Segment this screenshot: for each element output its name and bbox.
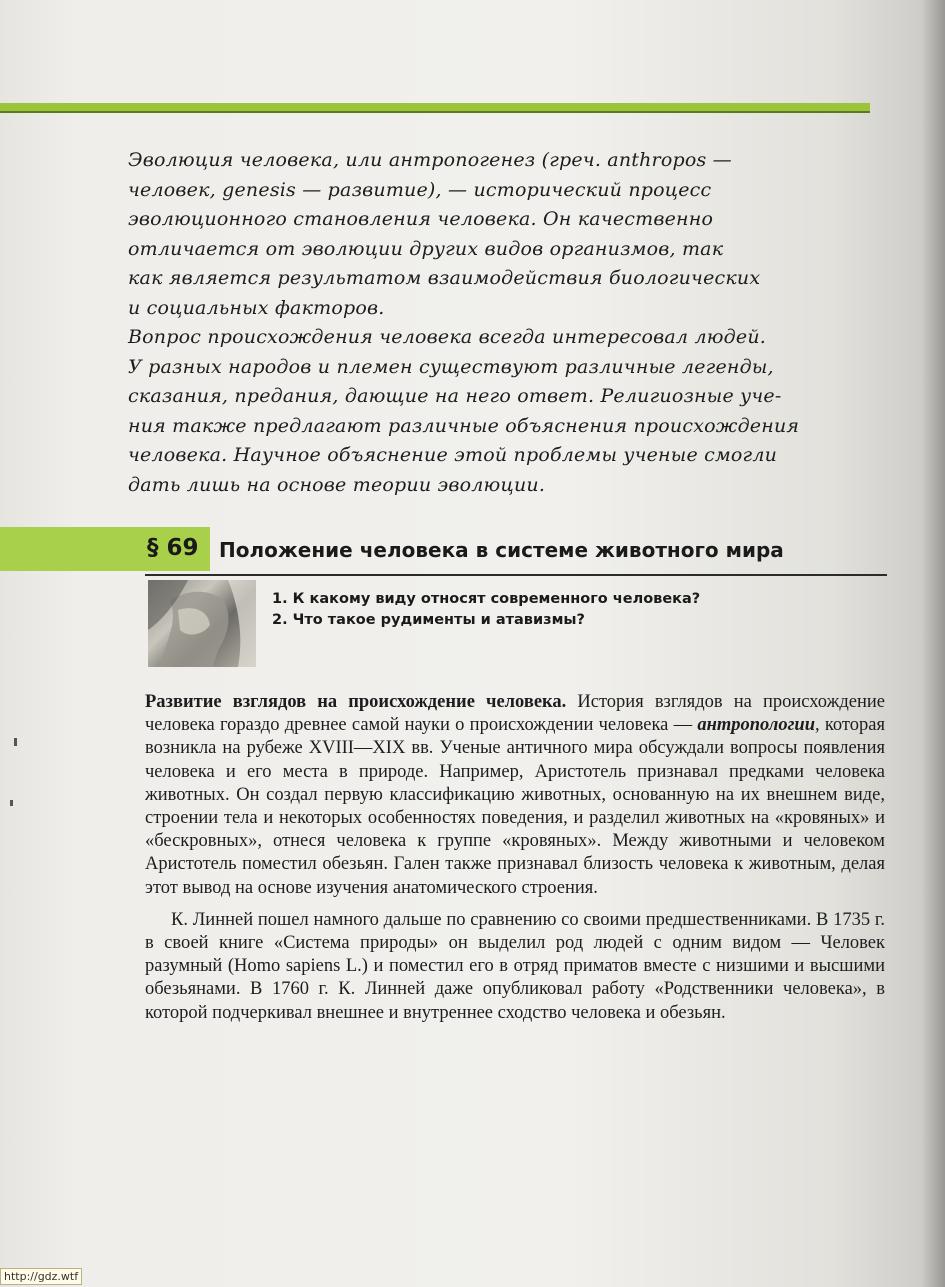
section-title: Положение человека в системе животного мира — [219, 538, 784, 562]
margin-tick-mark — [14, 738, 17, 746]
question-1: 1. К какому виду относят современного человека? — [272, 591, 701, 607]
body-paragraph-1-part-a: История взглядов на происхождение человека гораздо древнее самой науки о происхождении человека — — [145, 692, 885, 736]
intro-block — [128, 146, 868, 500]
intro-paragraph-2: Вопрос происхождения человека всегда интересовал людей. У разных народов и племен существуют различные легенды, сказания, предания, дающие на него ответ. Религиозные уче- ния также предлагают различные объяснения происхождения человека. Научное объяснение этой проблемы ученые смогли дать лишь на основе теории эволюции. — [128, 326, 800, 496]
page-edge-shadow — [921, 0, 945, 1287]
body-paragraph-1 — [145, 691, 885, 900]
body-paragraph-2: К. Линней пошел намного дальше по сравнению со своими предшественниками. В 1735 г. в своей книге «Система природы» он выделил род людей с одним видом — Человек разумный (Homo sapiens L.) и поместил его в отряд приматов вместе с низшими и высшими обезьянами. В 1760 г. К. Линней даже опубликовал работу «Родственники человека», в которой подчеркивал внешнее и внутреннее сходство человека и обезьян. — [145, 909, 885, 1023]
body-text — [145, 691, 885, 1025]
portrait-sketch — [148, 580, 256, 667]
watermark-link[interactable]: http://gdz.wtf — [0, 1268, 82, 1285]
term-anthropology: антропологии — [697, 715, 815, 736]
section-number: § 69 — [147, 535, 199, 561]
margin-tick-mark — [10, 800, 13, 806]
intro-paragraph-1: Эволюция человека, или антропогенез (греч. anthropos — человек, genesis — развитие), — исторический процесс эволюционного становления человека. Он качественно отличается от эволюции других видов организмов, так как является результатом взаимодействия биологических и социальных факторов. — [128, 149, 761, 319]
paragraph-lead-heading: Развитие взглядов на происхождение человека. — [145, 692, 567, 712]
body-paragraph-1-part-b: , которая возникла на рубеже XVIII—XIX вв. Ученые античного мира обсуждали вопросы появления человека и его места в природе. Например, Аристотель признавал предками человека животных. Он создал первую классификацию животных, основанную на их внешнем виде, строении тела и некоторых особенностях поведения, и разделил животных на «кровяных» и «бескровных», отнеся человека к группе «кровяных». Между животными и человеком Аристотель поместил обезьян. Гален также признавал близость человека к животным, делая этот вывод на основе изучения анатомического строения. — [145, 715, 885, 898]
portrait-image — [148, 580, 256, 667]
section-underline — [145, 574, 887, 576]
question-2: 2. Что такое рудименты и атавизмы? — [272, 612, 585, 628]
review-questions — [272, 589, 700, 631]
top-rule-shadow-line — [0, 111, 870, 113]
